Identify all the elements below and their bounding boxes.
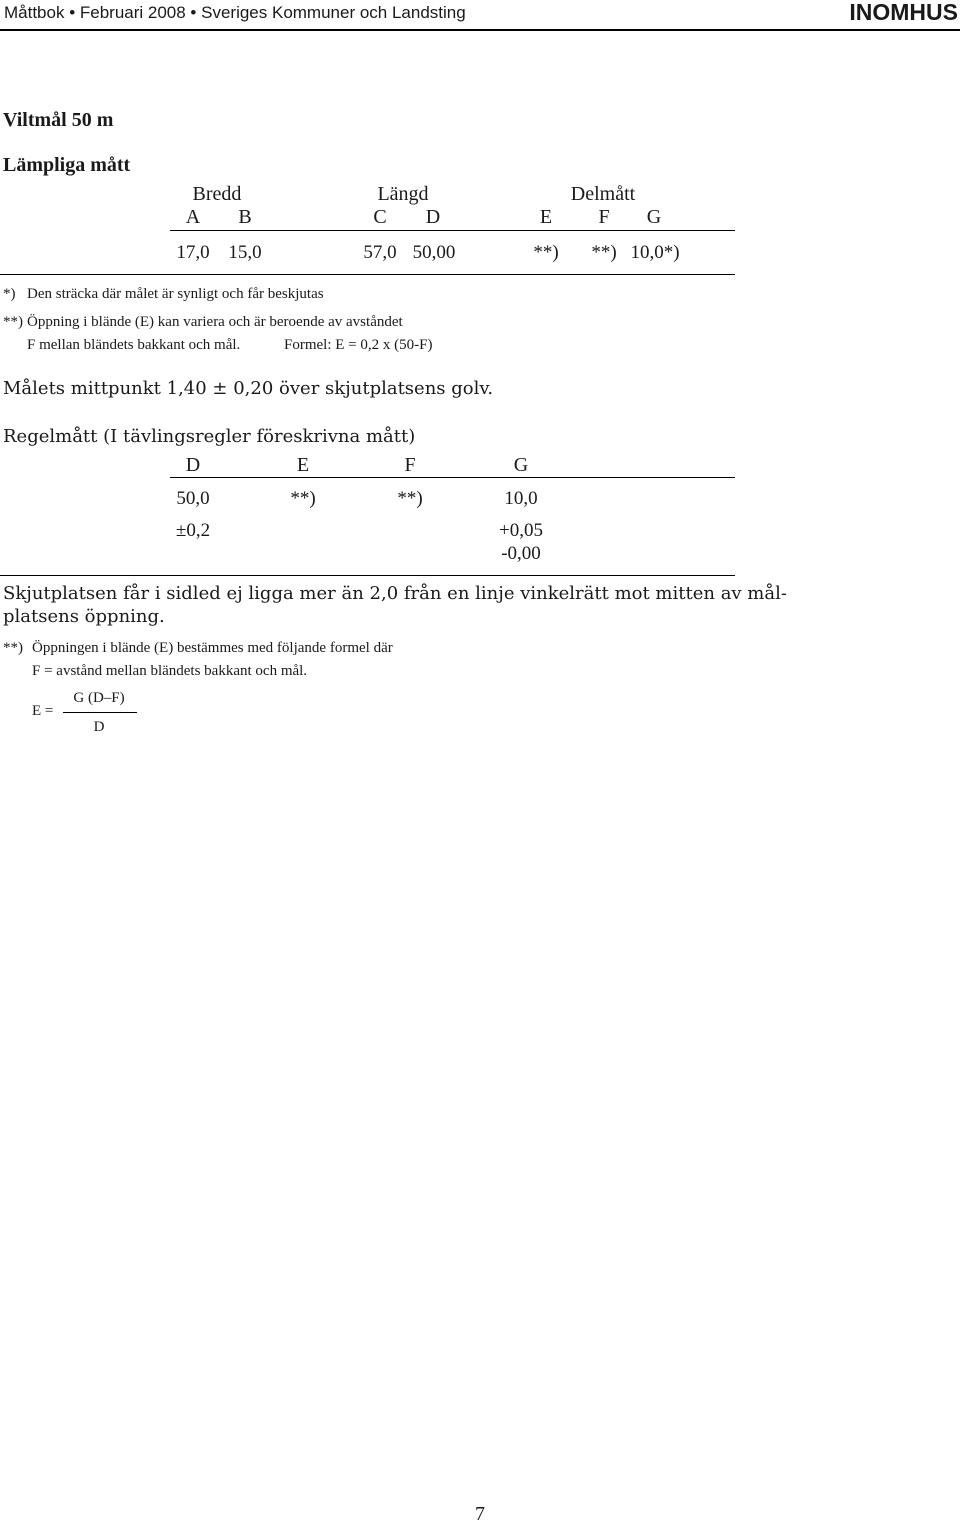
rule-tolerance-g-minus: -0,00 <box>501 543 541 564</box>
value-c: 57,0 <box>363 242 397 263</box>
rule-table-line <box>0 575 735 576</box>
page-number: 7 <box>475 1503 485 1525</box>
col-header-g: G <box>646 206 662 228</box>
page-title: Viltmål 50 m <box>3 109 114 131</box>
rule-col-e: E <box>296 454 310 476</box>
note-text: Den sträcka där målet är synligt och får beskjutas <box>27 286 324 302</box>
footnote-text: F = avstånd mellan bländets bakkant och mål. <box>32 663 308 679</box>
col-header-b: B <box>238 206 252 228</box>
group-label-width: Bredd <box>192 183 242 205</box>
footnote-text: Öppningen i blände (E) bestämmes med följande formel där <box>32 640 393 656</box>
header-right: INOMHUS <box>849 0 958 25</box>
col-header-e: E <box>539 206 553 228</box>
formula-denominator: D <box>93 719 105 735</box>
formula-lhs: E = <box>32 703 54 719</box>
col-header-d: D <box>425 206 441 228</box>
rule-col-d: D <box>185 454 201 476</box>
formula-numerator: G (D–F) <box>73 690 125 706</box>
rule-value-e: **) <box>290 488 316 509</box>
group-label-length: Längd <box>377 183 429 205</box>
section-heading-rule: Regelmått (I tävlingsregler föreskrivna mått) <box>3 426 416 447</box>
value-b: 15,0 <box>228 242 262 263</box>
value-d: 50,00 <box>412 242 456 263</box>
value-g: 10,0*) <box>630 242 680 263</box>
rule-value-d: 50,0 <box>176 488 210 509</box>
lateral-position-text: Skjutplatsen får i sidled ej ligga mer än 2,0 från en linje vinkelrätt mot mitten av mål- <box>3 583 787 604</box>
col-header-c: C <box>373 206 387 228</box>
note-formula: Formel: E = 0,2 x (50-F) <box>284 337 433 353</box>
header-rule <box>0 29 960 31</box>
rule-tolerance-g-plus: +0,05 <box>499 520 543 541</box>
col-header-f: F <box>598 206 610 228</box>
lateral-position-text: platsens öppning. <box>3 606 165 627</box>
group-label-parts: Delmått <box>570 183 636 205</box>
fraction-bar <box>63 712 137 713</box>
note-text: F mellan bländets bakkant och mål. <box>27 337 241 353</box>
section-heading-suitable: Lämpliga mått <box>3 154 131 176</box>
value-f: **) <box>591 242 617 263</box>
rule-value-g: 10,0 <box>504 488 538 509</box>
rule-col-f: F <box>404 454 416 476</box>
target-center-note: Målets mittpunkt 1,40 ± 0,20 över skjutplatsens golv. <box>3 378 494 399</box>
note-marker: **) <box>3 314 23 330</box>
value-e: **) <box>533 242 559 263</box>
col-header-a: A <box>185 206 201 228</box>
table-rule <box>0 274 735 275</box>
table-rule <box>170 230 735 231</box>
note-marker: *) <box>3 286 16 302</box>
rule-table-line <box>170 477 735 478</box>
rule-value-f: **) <box>397 488 423 509</box>
rule-col-g: G <box>513 454 529 476</box>
rule-tolerance-d: ±0,2 <box>175 520 211 541</box>
note-text: Öppning i blände (E) kan variera och är beroende av avståndet <box>27 314 403 330</box>
header-left: Måttbok • Februari 2008 • Sveriges Kommuner och Landsting <box>4 3 466 22</box>
footnote-marker: **) <box>3 640 23 656</box>
value-a: 17,0 <box>176 242 210 263</box>
